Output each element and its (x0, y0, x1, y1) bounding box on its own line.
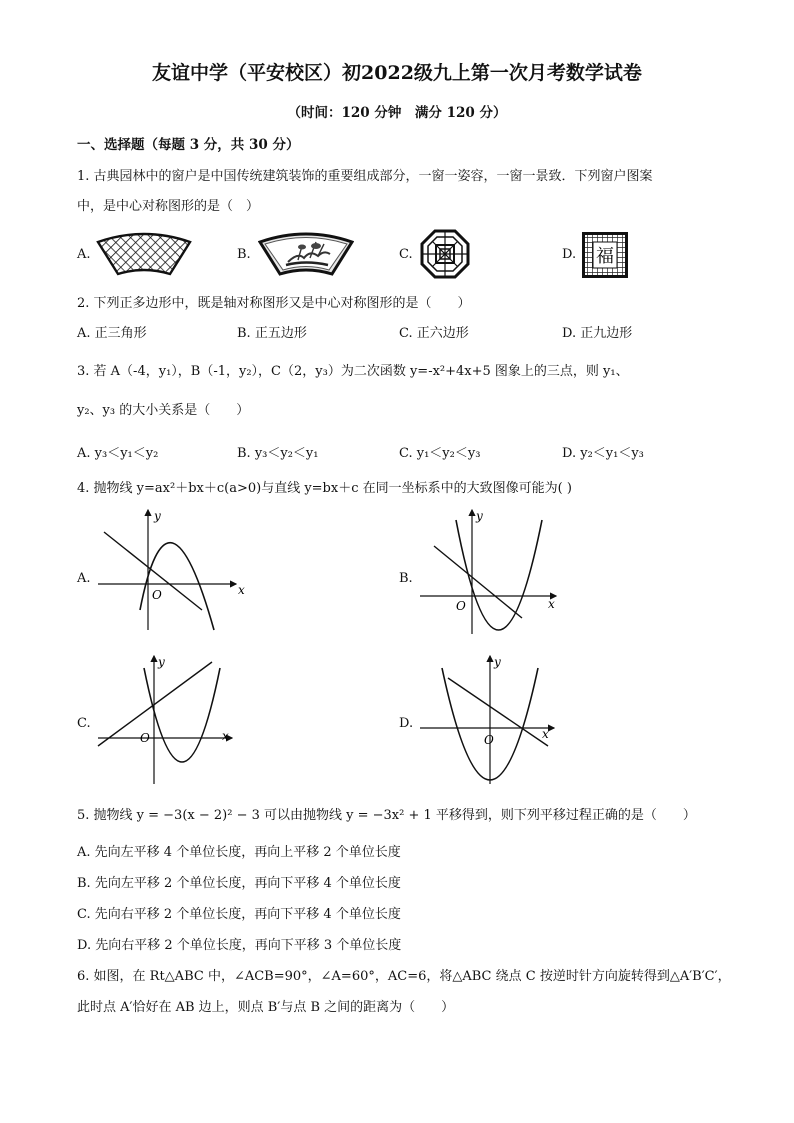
q5-option-d: D. 先向右平移 2 个单位长度，再向下平移 3 个单位长度 (77, 938, 402, 953)
q4-graph-d (418, 652, 568, 786)
y-axis-label: y (494, 655, 501, 669)
y-axis-label: y (154, 509, 161, 523)
fan-landscape-window-icon (258, 232, 354, 278)
q3-option-b: B. y₃＜y₂＜y₁ (237, 446, 319, 461)
q2-option-c: C. 正六边形 (399, 326, 469, 341)
q3-stem-line1: 3. 若 A（-4，y₁），B（-1，y₂），C（2，y₃）为二次函数 y=-x²+4x+5 图象上的三点，则 y₁、 (77, 364, 629, 379)
q2-option-d: D. 正九边形 (562, 326, 633, 341)
q3-option-d: D. y₂＜y₁＜y₃ (562, 446, 644, 461)
q3-stem-line2: y₂、y₃ 的大小关系是（ ） (77, 403, 250, 418)
q4-option-a-label: A. (77, 571, 91, 586)
y-axis-label: y (476, 509, 483, 523)
q1-stem-line1: 1. 古典园林中的窗户是中国传统建筑装饰的重要组成部分，一窗一姿容，一窗一景致．下列窗户图案 (77, 169, 653, 184)
q5-option-b: B. 先向左平移 2 个单位长度，再向下平移 4 个单位长度 (77, 876, 401, 891)
q4-option-d-label: D. (399, 716, 414, 731)
q1-stem-line2: 中，是中心对称图形的是（ ） (77, 199, 260, 214)
q2-option-b: B. 正五边形 (237, 326, 307, 341)
x-axis-label: x (222, 729, 229, 743)
x-axis-label: x (238, 583, 245, 597)
parabola (140, 543, 214, 630)
origin-label: O (456, 599, 466, 613)
line (434, 546, 522, 618)
origin-label: O (140, 731, 150, 745)
q4-stem: 4. 抛物线 y=ax²＋bx＋c(a>0)与直线 y=bx＋c 在同一坐标系中的大致图像可能为( ) (77, 481, 572, 496)
y-axis-label: y (158, 655, 165, 669)
q4-graph-c (96, 652, 246, 786)
q6-stem-line1: 6. 如图，在 Rt△ABC 中，∠ACB=90°，∠A=60°，AC=6，将△ABC 绕点 C 按逆时针方向旋转得到△A′B′C′， (77, 969, 731, 984)
q3-option-a: A. y₃＜y₁＜y₂ (77, 446, 159, 461)
q4-graph-a (96, 506, 246, 634)
exam-subtitle: （时间：120 分钟 满分 120 分） (287, 105, 507, 121)
line (98, 662, 212, 746)
section-heading: 一、选择题（每题 3 分，共 30 分） (77, 137, 300, 153)
q5-stem: 5. 抛物线 y = −3(x − 2)² − 3 可以由抛物线 y = −3x² + 1 平移得到，则下列平移过程正确的是（ ） (77, 808, 696, 823)
square-fu-window-icon (582, 232, 628, 278)
q2-option-a: A. 正三角形 (77, 326, 147, 341)
q1-option-b-label: B. (237, 247, 251, 262)
x-axis-label: x (542, 727, 549, 741)
octagon-lattice-window-icon (420, 229, 470, 279)
origin-label: O (484, 733, 494, 747)
q5-option-a: A. 先向左平移 4 个单位长度，再向上平移 2 个单位长度 (77, 845, 401, 860)
q1-option-c-label: C. (399, 247, 413, 262)
q1-option-a-label: A. (77, 247, 91, 262)
q6-stem-line2: 此时点 A′恰好在 AB 边上，则点 B′与点 B 之间的距离为（ ） (77, 1000, 455, 1015)
q2-stem: 2. 下列正多边形中，既是轴对称图形又是中心对称图形的是（ ） (77, 296, 471, 311)
exam-title: 友谊中学（平安校区）初2022级九上第一次月考数学试卷 (152, 62, 642, 84)
fu-character: 福 (596, 246, 614, 267)
parabola (144, 668, 220, 762)
q3-option-c: C. y₁＜y₂＜y₃ (399, 446, 481, 461)
q4-option-c-label: C. (77, 716, 91, 731)
q4-option-b-label: B. (399, 571, 413, 586)
x-axis-label: x (548, 597, 555, 611)
q5-option-c: C. 先向右平移 2 个单位长度，再向下平移 4 个单位长度 (77, 907, 401, 922)
fan-lattice-window-icon (96, 232, 192, 278)
q1-option-d-label: D. (562, 247, 577, 262)
q4-graph-b (418, 506, 568, 638)
origin-label: O (152, 588, 162, 602)
